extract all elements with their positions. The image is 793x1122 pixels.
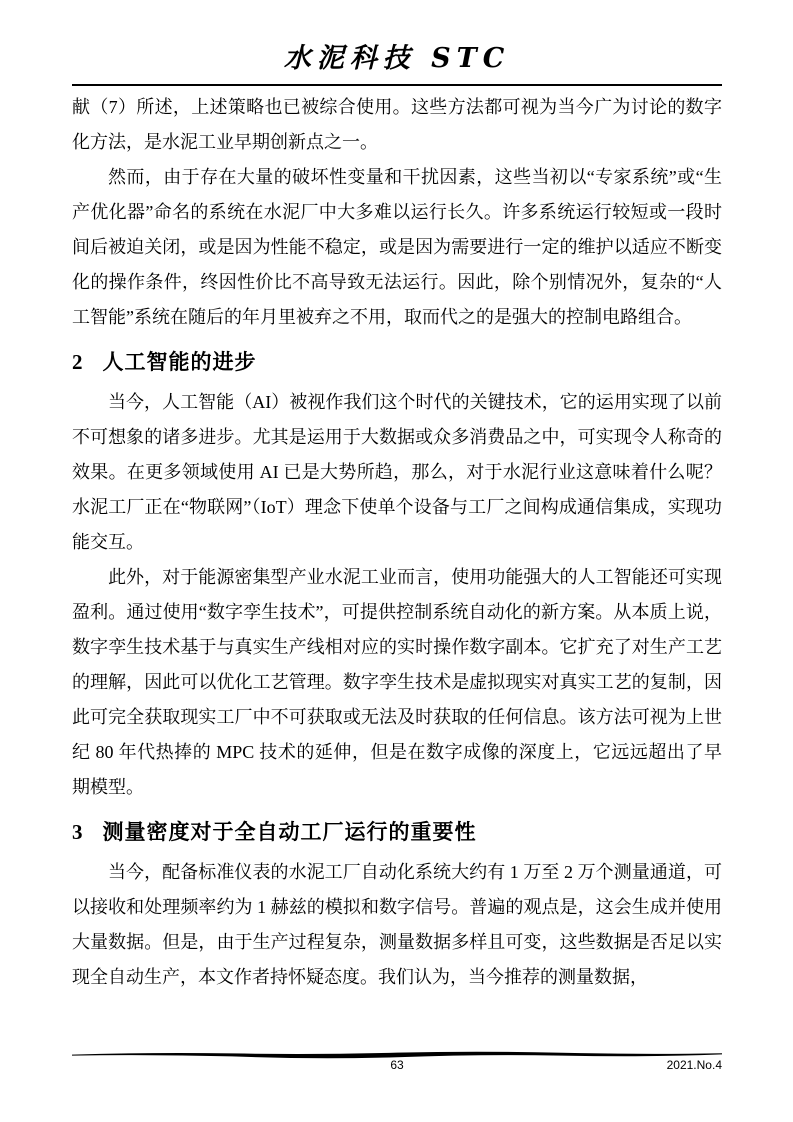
page-header xyxy=(72,36,722,75)
page-body xyxy=(72,90,722,995)
footer-decorative-rule xyxy=(72,1047,722,1057)
paragraph-continued: 献（7）所述，上述策略也已被综合使用。这些方法都可视为当今广为讨论的数字化方法，是水泥工业早期创新点之一。 xyxy=(72,97,722,152)
section-heading-2 xyxy=(72,345,722,380)
section-number: 2 xyxy=(72,350,83,374)
page-number: 63 xyxy=(390,1058,404,1072)
section-title: 人工智能的进步 xyxy=(102,351,257,374)
section-heading-3 xyxy=(72,815,722,850)
issue-label: 2021.No.4 xyxy=(666,1058,722,1072)
paragraph: 当今，人工智能（AI）被视作我们这个时代的关键技术，它的运用实现了以前不可想象的诸多进步。尤其是运用于大数据或众多消费品之中，可实现令人称奇的效果。在更多领域使用 AI 已是大势所趋，那么，对于水泥行业这意味着什么呢？水泥工厂正在“物联网”（IoT）理念下使单个设备与工厂之间构成通信集成，实现功能交互。 xyxy=(72,392,722,552)
paragraph: 此外，对于能源密集型产业水泥工业而言，使用功能强大的人工智能还可实现盈利。通过使用“数字孪生技术”，可提供控制系统自动化的新方案。从本质上说，数字孪生技术基于与真实生产线相对应的实时操作数字副本。它扩充了对生产工艺的理解，因此可以优化工艺管理。数字孪生技术是虚拟现实对真实工艺的复制，因此可完全获取现实工厂中不可获取或无法及时获取的任何信息。该方法可视为上世纪 80 年代热捧的 MPC 技术的延伸，但是在数字成像的深度上，它远远超出了早期模型。 xyxy=(72,567,722,797)
paragraph: 然而，由于存在大量的破坏性变量和干扰因素，这些当初以“专家系统”或“生产优化器”命名的系统在水泥厂中大多难以运行长久。许多系统运行较短或一段时间后被迫关闭，或是因为性能不稳定，或是因为需要进行一定的维护以适应不断变化的操作条件，终因性价比不高导致无法运行。因此，除个别情况外，复杂的“人工智能”系统在随后的年月里被弃之不用，取而代之的是强大的控制电路组合。 xyxy=(72,167,722,327)
paragraph: 当今，配备标准仪表的水泥工厂自动化系统大约有 1 万至 2 万个测量通道，可以接收和处理频率约为 1 赫兹的模拟和数字信号。普遍的观点是，这会生成并使用大量数据。但是，由于生产过程复杂，测量数据多样且可变，这些数据是否足以实现全自动生产，本文作者持怀疑态度。我们认为，当今推荐的测量数据， xyxy=(72,862,722,987)
page-footer xyxy=(72,1058,722,1076)
section-number: 3 xyxy=(72,820,83,844)
journal-title: 水泥科技 STC xyxy=(283,43,511,74)
section-title: 测量密度对于全自动工厂运行的重要性 xyxy=(102,821,477,844)
header-rule xyxy=(72,84,722,86)
